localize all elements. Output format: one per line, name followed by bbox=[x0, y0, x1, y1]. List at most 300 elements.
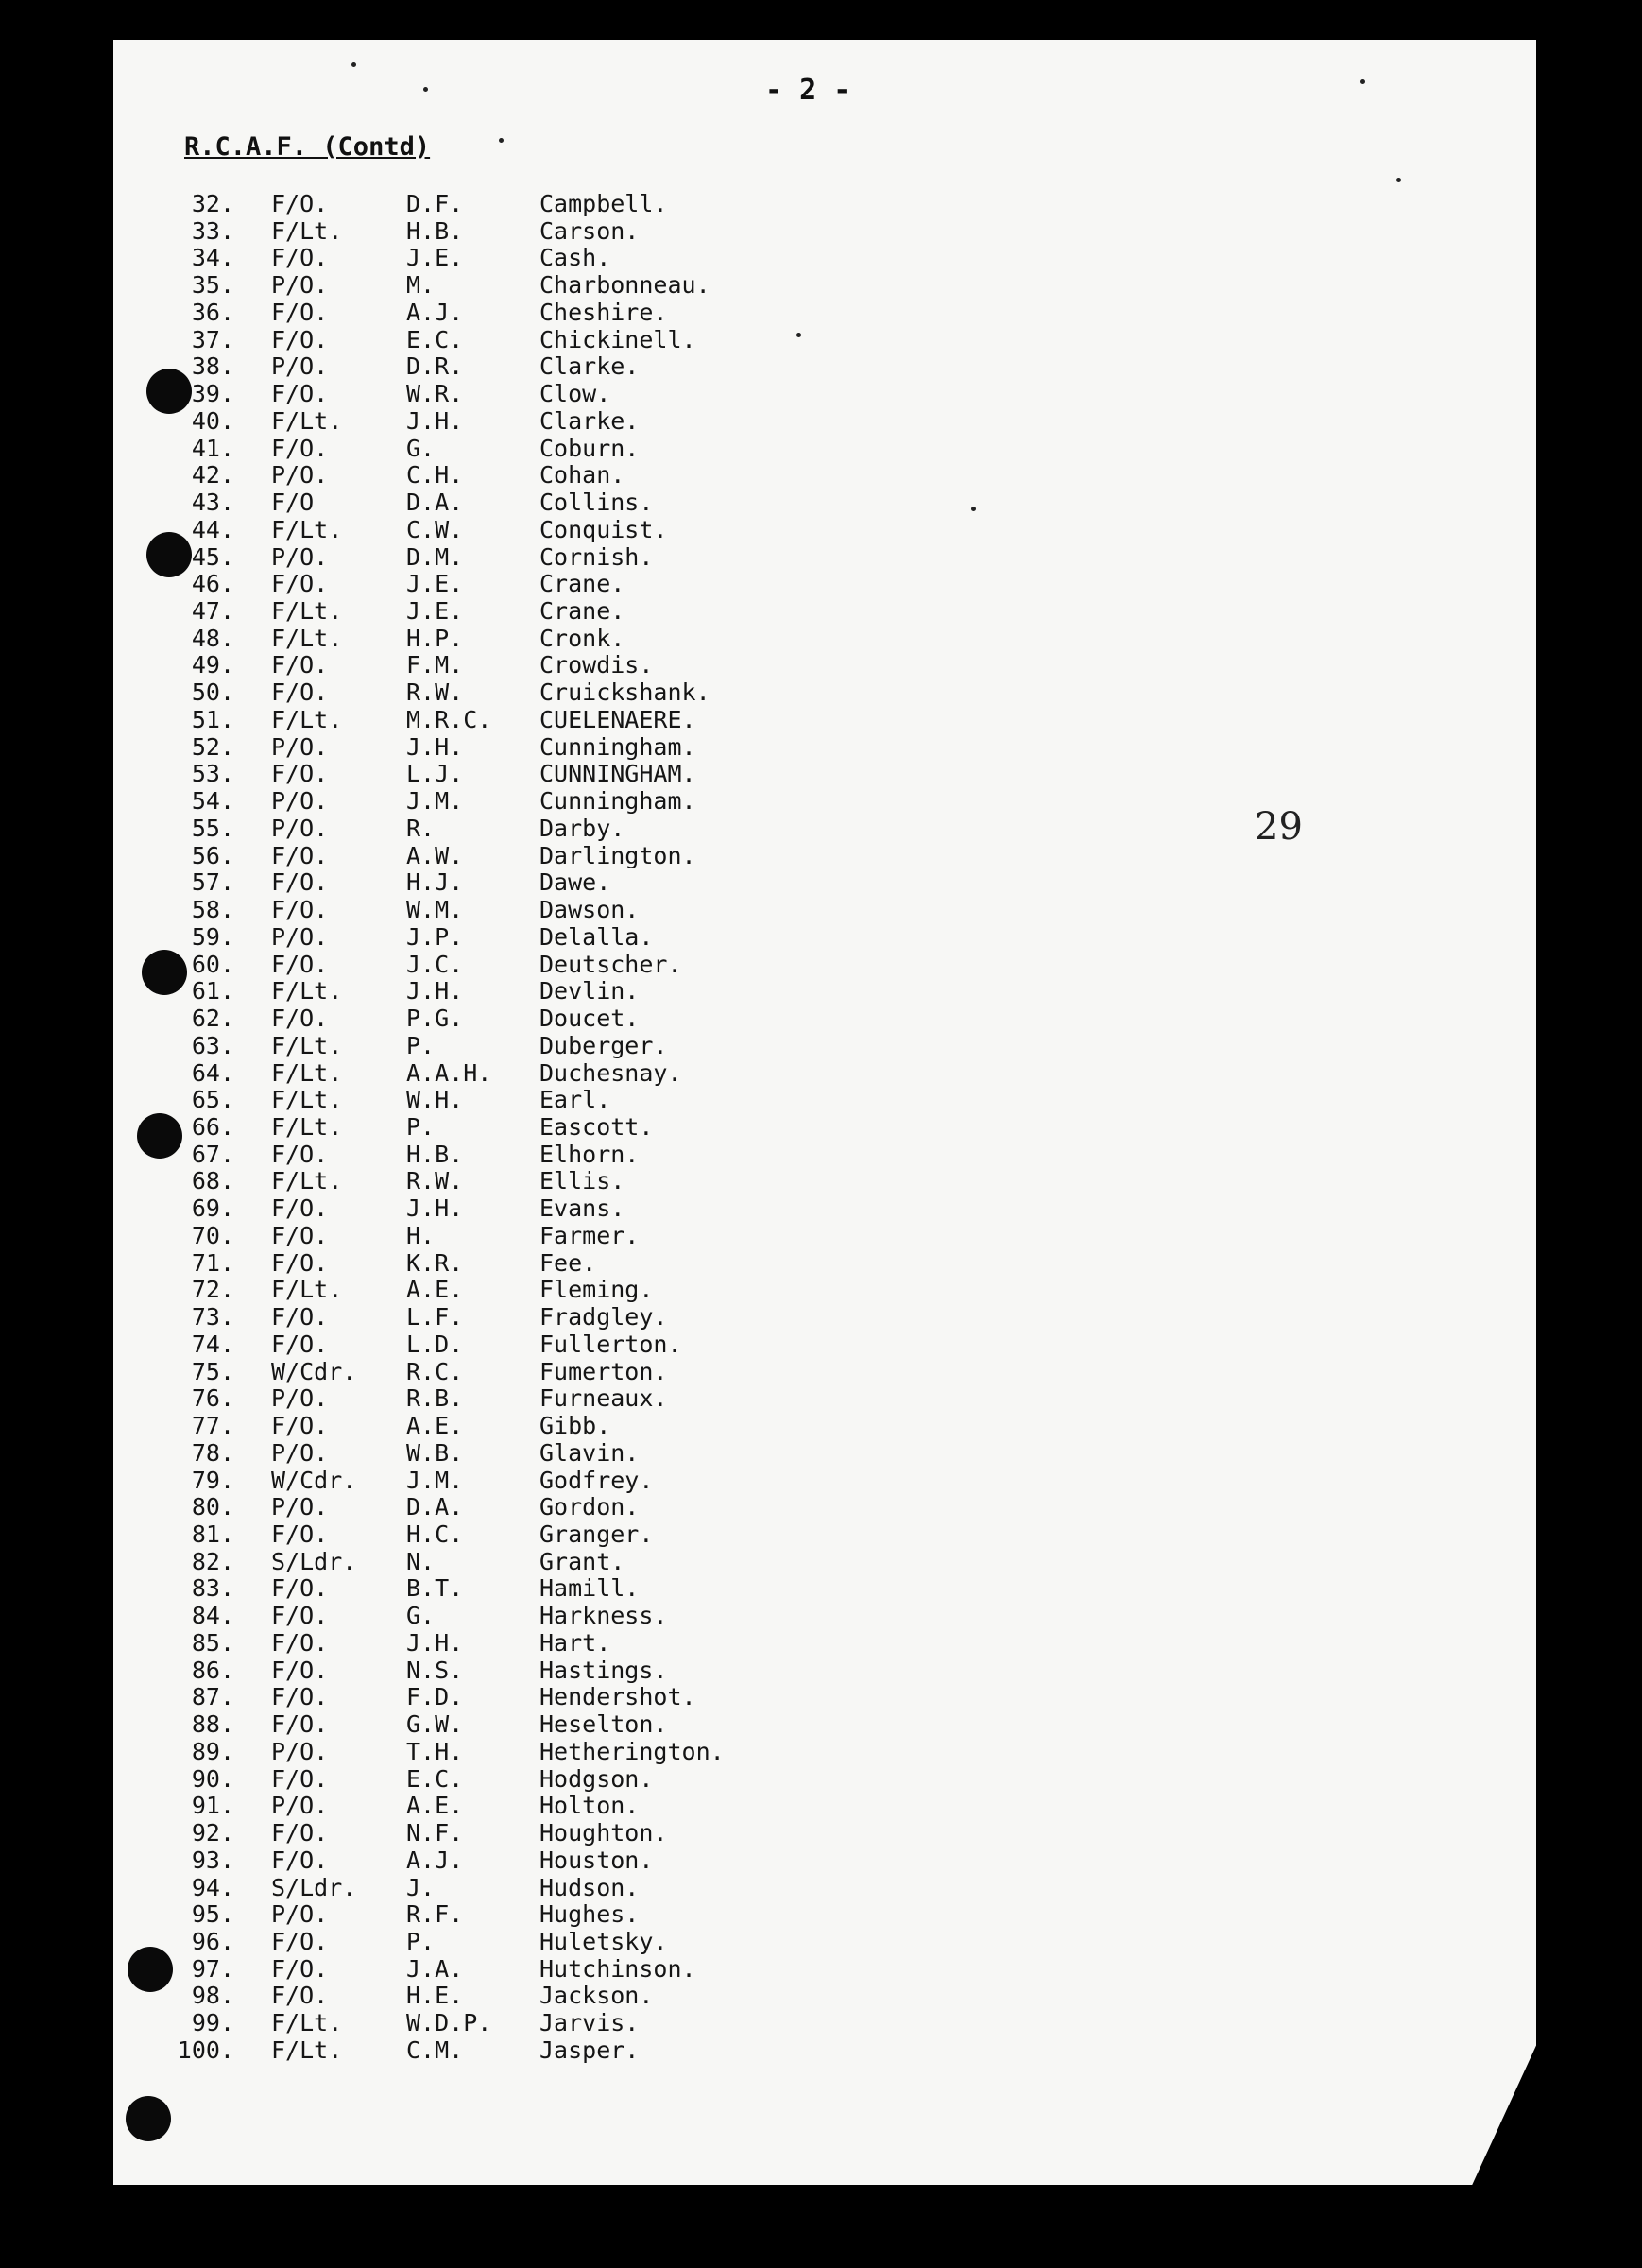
list-item bbox=[0, 734, 850, 762]
entry-number: 59. bbox=[191, 922, 234, 951]
entry-number: 96. bbox=[191, 1928, 234, 1955]
surname: Ellis. bbox=[539, 1167, 625, 1195]
initials: T.H. bbox=[406, 1737, 464, 1765]
rank: F/O. bbox=[271, 570, 329, 598]
list-item bbox=[0, 869, 850, 897]
initials: P.G. bbox=[406, 1005, 464, 1033]
rank: F/O. bbox=[271, 190, 329, 217]
surname: Collins. bbox=[539, 489, 654, 517]
entry-number: 82. bbox=[191, 1547, 234, 1575]
entry-number: 44. bbox=[191, 515, 234, 543]
surname: Hendershot. bbox=[539, 1683, 696, 1711]
list-item bbox=[0, 652, 850, 679]
initials: H.B. bbox=[406, 216, 464, 245]
entry-number: 74. bbox=[191, 1330, 234, 1358]
surname: Clow. bbox=[539, 380, 611, 408]
rank: F/O. bbox=[271, 1412, 329, 1440]
initials: J.C. bbox=[406, 950, 464, 978]
surname: Glavin. bbox=[539, 1438, 640, 1467]
entry-number: 91. bbox=[191, 1792, 234, 1820]
list-item bbox=[0, 924, 850, 952]
list-item bbox=[0, 788, 850, 816]
ink-speck bbox=[351, 62, 356, 67]
entry-number: 34. bbox=[191, 244, 234, 272]
entry-number: 88. bbox=[191, 1710, 234, 1739]
rank: F/O bbox=[271, 489, 315, 517]
list-item bbox=[0, 218, 850, 246]
surname: Fee. bbox=[539, 1248, 597, 1277]
surname: Hart. bbox=[539, 1628, 611, 1657]
rank: P/O. bbox=[271, 814, 329, 842]
initials: P. bbox=[406, 1031, 436, 1059]
initials: A.E. bbox=[406, 1276, 464, 1304]
surname: Hetherington. bbox=[539, 1737, 725, 1765]
rank: W/Cdr. bbox=[271, 1466, 357, 1494]
rank: P/O. bbox=[271, 922, 329, 951]
rank: F/O. bbox=[271, 1140, 329, 1168]
rank: P/O. bbox=[271, 1737, 329, 1765]
rank: P/O. bbox=[271, 787, 329, 816]
rank: F/O. bbox=[271, 760, 329, 788]
entry-number: 56. bbox=[191, 841, 234, 869]
entry-number: 47. bbox=[191, 597, 234, 626]
entry-number: 60. bbox=[191, 950, 234, 978]
list-item bbox=[0, 1820, 850, 1847]
rank: F/O. bbox=[271, 298, 329, 326]
entry-number: 98. bbox=[191, 1982, 234, 2010]
list-item bbox=[0, 1142, 850, 1169]
rank: F/O. bbox=[271, 1764, 329, 1793]
personnel-list bbox=[0, 191, 850, 2065]
rank: F/O. bbox=[271, 1221, 329, 1249]
list-item bbox=[0, 1114, 850, 1142]
rank: F/O. bbox=[271, 1954, 329, 1983]
initials: R.W. bbox=[406, 1167, 464, 1195]
initials: J.M. bbox=[406, 1466, 464, 1494]
initials: W.D.P. bbox=[406, 2009, 492, 2037]
entry-number: 51. bbox=[191, 705, 234, 733]
initials: J.E. bbox=[406, 597, 464, 626]
section-heading: R.C.A.F. (Contd) bbox=[184, 132, 431, 162]
list-item bbox=[0, 1060, 850, 1088]
rank: F/Lt. bbox=[271, 1276, 343, 1304]
surname: Cohan. bbox=[539, 461, 625, 490]
initials: A.J. bbox=[406, 1846, 464, 1874]
rank: F/O. bbox=[271, 1005, 329, 1033]
initials: C.W. bbox=[406, 515, 464, 543]
surname: Cheshire. bbox=[539, 298, 668, 326]
rank: F/Lt. bbox=[271, 1031, 343, 1059]
surname: Darby. bbox=[539, 814, 625, 842]
surname: Granger. bbox=[539, 1520, 654, 1548]
initials: L.F. bbox=[406, 1303, 464, 1332]
initials: J.H. bbox=[406, 977, 464, 1005]
surname: Hodgson. bbox=[539, 1764, 654, 1793]
rank: P/O. bbox=[271, 732, 329, 761]
surname: Hastings. bbox=[539, 1656, 668, 1684]
list-item bbox=[0, 245, 850, 272]
entry-number: 38. bbox=[191, 352, 234, 381]
list-item bbox=[0, 327, 850, 354]
entry-number: 76. bbox=[191, 1384, 234, 1413]
initials: H.J. bbox=[406, 868, 464, 897]
surname: Fumerton. bbox=[539, 1357, 668, 1385]
initials: J.H. bbox=[406, 406, 464, 435]
list-item bbox=[0, 462, 850, 490]
entry-number: 40. bbox=[191, 406, 234, 435]
surname: Cruickshank. bbox=[539, 679, 710, 707]
surname: Earl. bbox=[539, 1086, 611, 1114]
surname: Holton. bbox=[539, 1792, 640, 1820]
entry-number: 80. bbox=[191, 1493, 234, 1521]
entry-number: 73. bbox=[191, 1303, 234, 1332]
initials: H.C. bbox=[406, 1520, 464, 1548]
ink-speck bbox=[971, 507, 976, 511]
initials: H. bbox=[406, 1221, 436, 1249]
page-number: - 2 - bbox=[765, 74, 851, 107]
entry-number: 85. bbox=[191, 1628, 234, 1657]
surname: Carson. bbox=[539, 216, 640, 245]
initials: D.A. bbox=[406, 1493, 464, 1521]
entry-number: 92. bbox=[191, 1819, 234, 1847]
entry-number: 89. bbox=[191, 1737, 234, 1765]
surname: Eascott. bbox=[539, 1112, 654, 1141]
surname: Hamill. bbox=[539, 1574, 640, 1603]
initials: K.R. bbox=[406, 1248, 464, 1277]
list-item bbox=[0, 1494, 850, 1521]
rank: F/Lt. bbox=[271, 515, 343, 543]
entry-number: 63. bbox=[191, 1031, 234, 1059]
rank: F/Lt. bbox=[271, 1167, 343, 1195]
surname: Delalla. bbox=[539, 922, 654, 951]
surname: Cornish. bbox=[539, 542, 654, 571]
list-item bbox=[0, 1277, 850, 1304]
rank: F/O. bbox=[271, 1520, 329, 1548]
initials: W.M. bbox=[406, 896, 464, 924]
entry-number: 78. bbox=[191, 1438, 234, 1467]
list-item bbox=[0, 2037, 850, 2065]
list-item bbox=[0, 1956, 850, 1984]
surname: Campbell. bbox=[539, 190, 668, 217]
initials: F.D. bbox=[406, 1683, 464, 1711]
entry-number: 57. bbox=[191, 868, 234, 897]
rank: F/O. bbox=[271, 868, 329, 897]
entry-number: 37. bbox=[191, 325, 234, 353]
entry-number: 99. bbox=[191, 2009, 234, 2037]
entry-number: 97. bbox=[191, 1954, 234, 1983]
initials: E.C. bbox=[406, 325, 464, 353]
list-item bbox=[0, 598, 850, 626]
initials: N.S. bbox=[406, 1656, 464, 1684]
list-item bbox=[0, 1087, 850, 1114]
entry-number: 49. bbox=[191, 651, 234, 679]
list-item bbox=[0, 1766, 850, 1794]
entry-number: 62. bbox=[191, 1005, 234, 1033]
list-item bbox=[0, 626, 850, 653]
rank: F/O. bbox=[271, 1194, 329, 1223]
initials: R.B. bbox=[406, 1384, 464, 1413]
entry-number: 46. bbox=[191, 570, 234, 598]
entry-number: 35. bbox=[191, 271, 234, 300]
surname: Clarke. bbox=[539, 406, 640, 435]
surname: Deutscher. bbox=[539, 950, 682, 978]
surname: Fradgley. bbox=[539, 1303, 668, 1332]
list-item bbox=[0, 544, 850, 572]
entry-number: 84. bbox=[191, 1602, 234, 1630]
rank: P/O. bbox=[271, 1438, 329, 1467]
initials: E.C. bbox=[406, 1764, 464, 1793]
entry-number: 83. bbox=[191, 1574, 234, 1603]
entry-number: 65. bbox=[191, 1086, 234, 1114]
surname: Houghton. bbox=[539, 1819, 668, 1847]
surname: CUELENAERE. bbox=[539, 705, 696, 733]
list-item bbox=[0, 272, 850, 300]
list-item bbox=[0, 1575, 850, 1603]
list-item bbox=[0, 679, 850, 707]
entry-number: 67. bbox=[191, 1140, 234, 1168]
entry-number: 79. bbox=[191, 1466, 234, 1494]
list-item bbox=[0, 1658, 850, 1685]
surname: Godfrey. bbox=[539, 1466, 654, 1494]
initials: G.W. bbox=[406, 1710, 464, 1739]
entry-number: 69. bbox=[191, 1194, 234, 1223]
list-item bbox=[0, 978, 850, 1005]
entry-number: 72. bbox=[191, 1276, 234, 1304]
initials: A.E. bbox=[406, 1792, 464, 1820]
page-stamp: 29 bbox=[1255, 805, 1303, 849]
entry-number: 90. bbox=[191, 1764, 234, 1793]
initials: D.F. bbox=[406, 190, 464, 217]
initials: N. bbox=[406, 1547, 436, 1575]
entry-number: 64. bbox=[191, 1058, 234, 1087]
entry-number: 86. bbox=[191, 1656, 234, 1684]
initials: W.H. bbox=[406, 1086, 464, 1114]
rank: P/O. bbox=[271, 1493, 329, 1521]
surname: Devlin. bbox=[539, 977, 640, 1005]
list-item bbox=[0, 1684, 850, 1711]
surname: Heselton. bbox=[539, 1710, 668, 1739]
list-item bbox=[0, 571, 850, 598]
list-item bbox=[0, 1929, 850, 1956]
list-item bbox=[0, 191, 850, 218]
entry-number: 42. bbox=[191, 461, 234, 490]
rank: F/Lt. bbox=[271, 977, 343, 1005]
list-item bbox=[0, 1250, 850, 1278]
list-item bbox=[0, 517, 850, 544]
entry-number: 75. bbox=[191, 1357, 234, 1385]
initials: C.M. bbox=[406, 2036, 464, 2064]
initials: A.E. bbox=[406, 1412, 464, 1440]
surname: Dawe. bbox=[539, 868, 611, 897]
rank: F/O. bbox=[271, 950, 329, 978]
list-item bbox=[0, 1005, 850, 1033]
entry-number: 68. bbox=[191, 1167, 234, 1195]
rank: F/Lt. bbox=[271, 1086, 343, 1114]
initials: D.M. bbox=[406, 542, 464, 571]
initials: J.H. bbox=[406, 1628, 464, 1657]
entry-number: 66. bbox=[191, 1112, 234, 1141]
ink-speck bbox=[499, 138, 504, 143]
surname: Duchesnay. bbox=[539, 1058, 682, 1087]
initials: L.D. bbox=[406, 1330, 464, 1358]
entry-number: 55. bbox=[191, 814, 234, 842]
list-item bbox=[0, 1033, 850, 1060]
initials: R.W. bbox=[406, 679, 464, 707]
surname: Farmer. bbox=[539, 1221, 640, 1249]
rank: F/Lt. bbox=[271, 1058, 343, 1087]
rank: F/O. bbox=[271, 1819, 329, 1847]
initials: R. bbox=[406, 814, 436, 842]
surname: Gordon. bbox=[539, 1493, 640, 1521]
rank: F/O. bbox=[271, 679, 329, 707]
surname: Duberger. bbox=[539, 1031, 668, 1059]
initials: J.E. bbox=[406, 570, 464, 598]
entry-number: 33. bbox=[191, 216, 234, 245]
initials: H.E. bbox=[406, 1982, 464, 2010]
list-item bbox=[0, 1793, 850, 1820]
surname: Jasper. bbox=[539, 2036, 640, 2064]
list-item bbox=[0, 1521, 850, 1549]
rank: F/O. bbox=[271, 1248, 329, 1277]
surname: Cash. bbox=[539, 244, 611, 272]
surname: Crane. bbox=[539, 570, 625, 598]
rank: P/O. bbox=[271, 1384, 329, 1413]
rank: F/O. bbox=[271, 1656, 329, 1684]
rank: S/Ldr. bbox=[271, 1547, 357, 1575]
list-item bbox=[0, 1385, 850, 1413]
initials: C.H. bbox=[406, 461, 464, 490]
rank: F/Lt. bbox=[271, 2036, 343, 2064]
rank: F/O. bbox=[271, 1846, 329, 1874]
surname: Houston. bbox=[539, 1846, 654, 1874]
rank: F/Lt. bbox=[271, 2009, 343, 2037]
rank: F/Lt. bbox=[271, 624, 343, 652]
surname: Clarke. bbox=[539, 352, 640, 381]
initials: A.W. bbox=[406, 841, 464, 869]
list-item bbox=[0, 1901, 850, 1929]
initials: M.R.C. bbox=[406, 705, 492, 733]
list-item bbox=[0, 300, 850, 327]
rank: F/O. bbox=[271, 325, 329, 353]
list-item bbox=[0, 1440, 850, 1468]
surname: Huletsky. bbox=[539, 1928, 668, 1955]
rank: P/O. bbox=[271, 1792, 329, 1820]
list-item bbox=[0, 2010, 850, 2037]
list-item bbox=[0, 436, 850, 463]
surname: Conquist. bbox=[539, 515, 668, 543]
entry-number: 61. bbox=[191, 977, 234, 1005]
initials: W.R. bbox=[406, 380, 464, 408]
list-item bbox=[0, 1332, 850, 1359]
rank: F/O. bbox=[271, 1928, 329, 1955]
entry-number: 100. bbox=[177, 2036, 234, 2064]
initials: L.J. bbox=[406, 760, 464, 788]
surname: Chickinell. bbox=[539, 325, 696, 353]
rank: F/O. bbox=[271, 1602, 329, 1630]
list-item bbox=[0, 381, 850, 408]
initials: D.A. bbox=[406, 489, 464, 517]
entry-number: 50. bbox=[191, 679, 234, 707]
list-item bbox=[0, 1359, 850, 1386]
surname: Coburn. bbox=[539, 434, 640, 462]
rank: P/O. bbox=[271, 271, 329, 300]
list-item bbox=[0, 843, 850, 870]
surname: Charbonneau. bbox=[539, 271, 710, 300]
rank: F/O. bbox=[271, 244, 329, 272]
rank: F/Lt. bbox=[271, 216, 343, 245]
entry-number: 52. bbox=[191, 732, 234, 761]
list-item bbox=[0, 897, 850, 924]
rank: F/O. bbox=[271, 1710, 329, 1739]
entry-number: 48. bbox=[191, 624, 234, 652]
list-item bbox=[0, 1304, 850, 1332]
entry-number: 39. bbox=[191, 380, 234, 408]
list-item bbox=[0, 1983, 850, 2010]
initials: J.H. bbox=[406, 732, 464, 761]
entry-number: 53. bbox=[191, 760, 234, 788]
rank: W/Cdr. bbox=[271, 1357, 357, 1385]
surname: Grant. bbox=[539, 1547, 625, 1575]
rank: F/Lt. bbox=[271, 1112, 343, 1141]
initials: J.A. bbox=[406, 1954, 464, 1983]
list-item bbox=[0, 1711, 850, 1739]
rank: P/O. bbox=[271, 1900, 329, 1929]
initials: H.B. bbox=[406, 1140, 464, 1168]
rank: P/O. bbox=[271, 542, 329, 571]
surname: Furneaux. bbox=[539, 1384, 668, 1413]
list-item bbox=[0, 1195, 850, 1223]
entry-number: 32. bbox=[191, 190, 234, 217]
entry-number: 41. bbox=[191, 434, 234, 462]
surname: Dawson. bbox=[539, 896, 640, 924]
list-item bbox=[0, 1875, 850, 1902]
surname: Darlington. bbox=[539, 841, 696, 869]
entry-number: 36. bbox=[191, 298, 234, 326]
entry-number: 71. bbox=[191, 1248, 234, 1277]
rank: F/O. bbox=[271, 1303, 329, 1332]
list-item bbox=[0, 816, 850, 843]
initials: A.A.H. bbox=[406, 1058, 492, 1087]
entry-number: 54. bbox=[191, 787, 234, 816]
surname: Evans. bbox=[539, 1194, 625, 1223]
rank: P/O. bbox=[271, 461, 329, 490]
rank: F/O. bbox=[271, 1683, 329, 1711]
surname: Crane. bbox=[539, 597, 625, 626]
list-item bbox=[0, 707, 850, 734]
initials: M. bbox=[406, 271, 436, 300]
initials: J.E. bbox=[406, 244, 464, 272]
rank: F/O. bbox=[271, 1628, 329, 1657]
ink-speck bbox=[423, 87, 428, 92]
rank: P/O. bbox=[271, 352, 329, 381]
surname: Crowdis. bbox=[539, 651, 654, 679]
surname: Elhorn. bbox=[539, 1140, 640, 1168]
initials: R.C. bbox=[406, 1357, 464, 1385]
rank: F/O. bbox=[271, 841, 329, 869]
rank: F/O. bbox=[271, 896, 329, 924]
punch-hole bbox=[126, 2096, 171, 2141]
initials: A.J. bbox=[406, 298, 464, 326]
entry-number: 43. bbox=[191, 489, 234, 517]
surname: Cronk. bbox=[539, 624, 625, 652]
initials: F.M. bbox=[406, 651, 464, 679]
surname: Hudson. bbox=[539, 1873, 640, 1901]
surname: Cunningham. bbox=[539, 787, 696, 816]
entry-number: 77. bbox=[191, 1412, 234, 1440]
list-item bbox=[0, 1168, 850, 1195]
entry-number: 70. bbox=[191, 1221, 234, 1249]
initials: D.R. bbox=[406, 352, 464, 381]
